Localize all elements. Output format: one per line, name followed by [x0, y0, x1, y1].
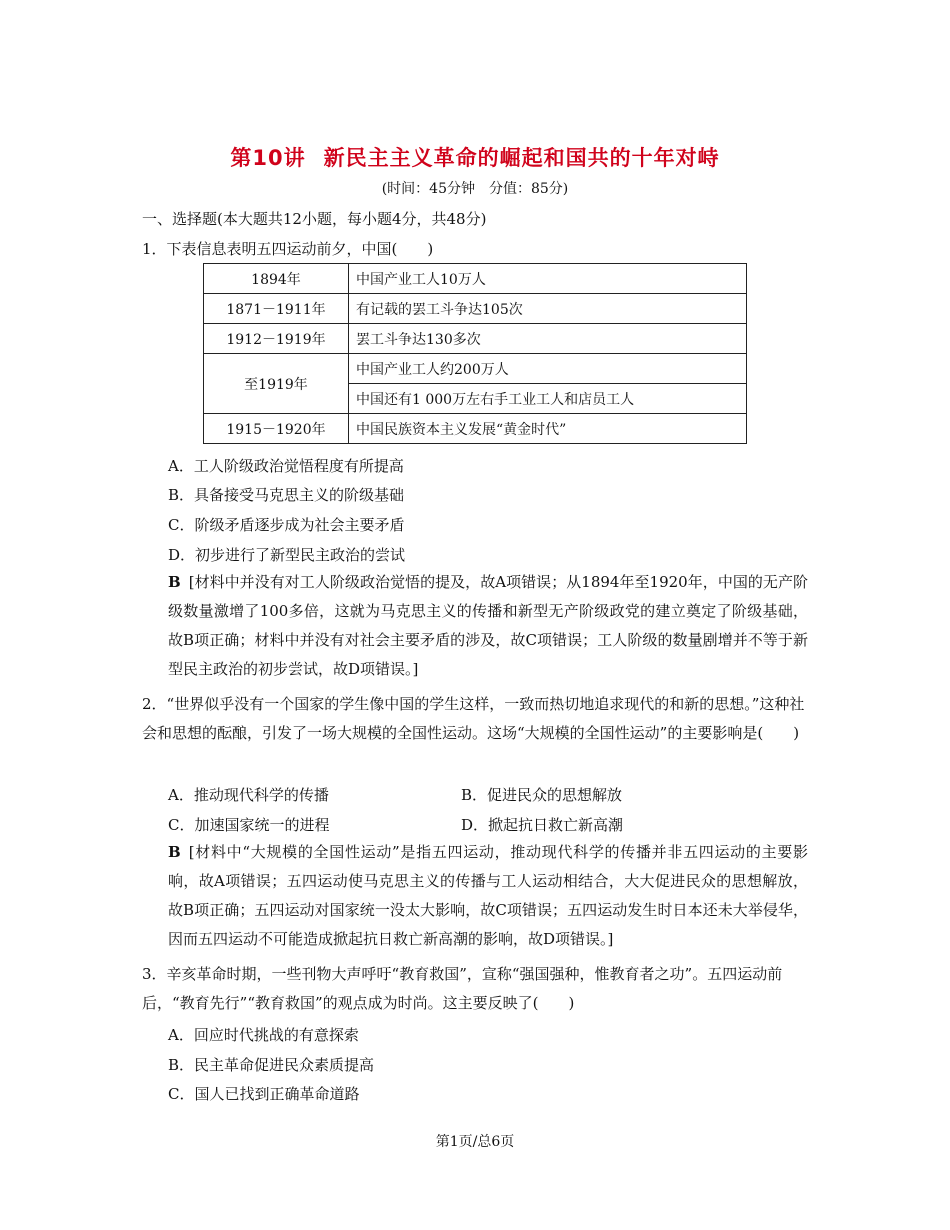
q1-option-b: B．具备接受马克思主义的阶级基础	[168, 486, 405, 504]
lesson-title: 新民主主义革命的崛起和国共的十年对峙	[323, 146, 720, 170]
table-row	[204, 294, 747, 324]
q2-stem: 2．“世界似乎没有一个国家的学生像中国的学生这样，一致而热切地追求现代的和新的思想。”这种社会和思想的酝酿，引发了一场大规模的全国性运动。这场“大规模的全国性运动”的主要影响是( )	[142, 695, 805, 742]
time-score-info: (时间：45分钟 分值：85分)	[381, 181, 569, 197]
table-row	[204, 324, 747, 354]
q3-option-c: C．国人已找到正确革命道路	[168, 1085, 360, 1103]
table-cell-year: 1912－1919年	[204, 324, 349, 354]
page-title	[0, 142, 950, 172]
q1-answer	[168, 568, 808, 684]
table-cell-year: 1894年	[204, 264, 349, 294]
q2-option-b: B．促进民众的思想解放	[461, 786, 623, 804]
q2-explanation: [材料中“大规模的全国性运动”是指五四运动，推动现代科学的传播并非五四运动的主要影响，故A项错误；五四运动使马克思主义的传播与工人运动相结合，大大促进民众的思想解放，故B项正确；五四运动对国家统一没太大影响，故C项错误；五四运动发生时日本还未大举侵华，因而五四运动不可能造成掀起抗日救亡新高潮的影响，故D项错误。]	[168, 843, 808, 948]
q1-explanation: [材料中并没有对工人阶级政治觉悟的提及，故A项错误；从1894年至1920年，中国的无产阶级数量激增了100多倍，这就为马克思主义的传播和新型无产阶级政党的建立奠定了阶级基础，故B项正确；材料中并没有对社会主要矛盾的涉及，故C项错误；工人阶级的数量剧增并不等于新型民主政治的初步尝试，故D项错误。]	[168, 573, 808, 678]
table-row	[204, 414, 747, 444]
table-cell-year: 1871－1911年	[204, 294, 349, 324]
table-row	[204, 354, 747, 384]
table-cell-text: 中国还有1 000万左右手工业工人和店员工人	[349, 384, 747, 414]
table-cell-text: 中国产业工人约200万人	[349, 354, 747, 384]
q1-option-a: A．工人阶级政治觉悟程度有所提高	[168, 457, 404, 475]
q1-stem: 1．下表信息表明五四运动前夕，中国( )	[142, 240, 434, 258]
q3-option-a: A．回应时代挑战的有意探索	[168, 1026, 359, 1044]
page-footer: 第1页/总6页	[435, 1134, 515, 1150]
q2-option-c: C．加速国家统一的进程	[168, 816, 330, 834]
section-heading: 一、选择题(本大题共12小题，每小题4分，共48分)	[142, 210, 487, 228]
q2-answer	[168, 838, 808, 954]
table-row	[204, 264, 747, 294]
table-cell-text: 中国民族资本主义发展“黄金时代”	[349, 414, 747, 444]
lesson-number: 第10讲	[230, 146, 306, 170]
table-cell-text: 罢工斗争达130多次	[349, 324, 747, 354]
q2-answer-letter: B	[168, 843, 181, 861]
q3-stem: 3．辛亥革命时期，一些刊物大声呼吁“教育救国”，宣称“强国强种，惟教育者之功”。五四运动前后，“教育先行”“教育救国”的观点成为时尚。这主要反映了( )	[142, 965, 783, 1012]
table-cell-year: 至1919年	[204, 354, 349, 414]
table-cell-text: 有记载的罢工斗争达105次	[349, 294, 747, 324]
q2-option-a: A．推动现代科学的传播	[168, 786, 329, 804]
q1-answer-letter: B	[168, 573, 181, 591]
q2-option-d: D．掀起抗日救亡新高潮	[461, 816, 624, 834]
q1-info-table	[203, 263, 747, 444]
table-cell-year: 1915－1920年	[204, 414, 349, 444]
q1-option-d: D．初步进行了新型民主政治的尝试	[168, 546, 406, 564]
q1-option-c: C．阶级矛盾逐步成为社会主要矛盾	[168, 516, 405, 534]
q3-option-b: B．民主革命促进民众素质提高	[168, 1056, 375, 1074]
table-cell-text: 中国产业工人10万人	[349, 264, 747, 294]
